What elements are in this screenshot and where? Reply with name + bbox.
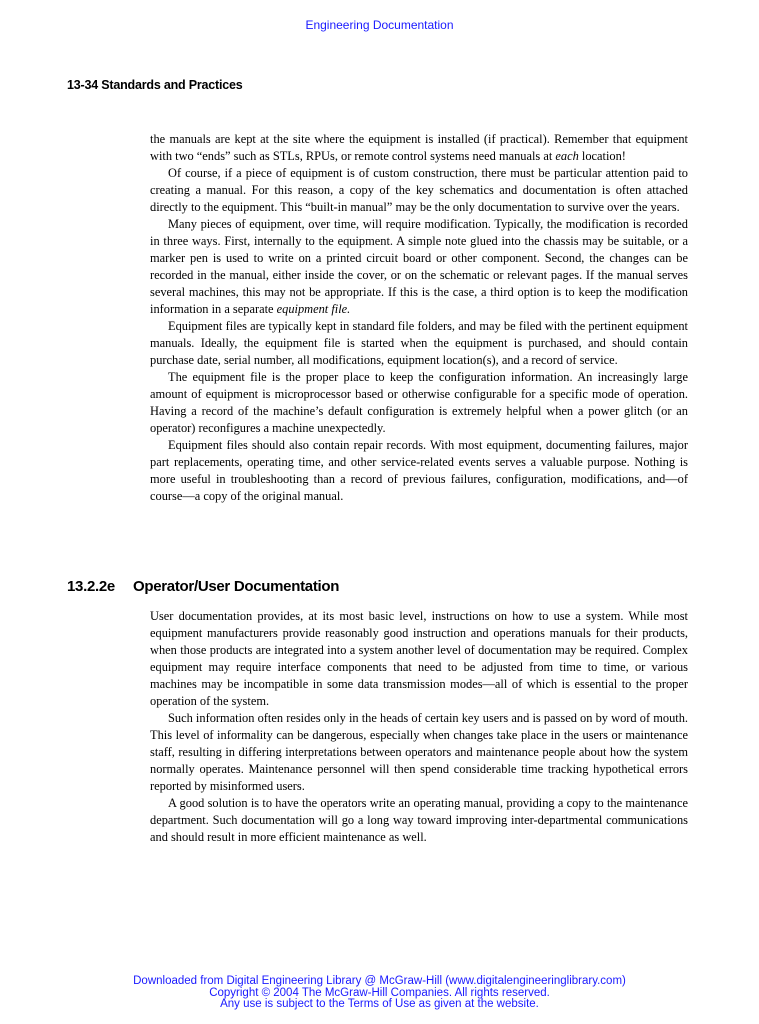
top-link[interactable]: Engineering Documentation xyxy=(305,18,454,32)
paragraph: User documentation provides, at its most basic level, instructions on how to use a system. While most equipment manufacturers provide reasonably good instruction and operations manuals for their products, when those products are integrated into a system another level of documentation may be required. Complex equipment may require interface components that need to be adjusted from time to time, or various machines may be incompatible in some data transmission modes—all of which is essential to the proper operation of the system. xyxy=(150,609,688,708)
paragraph-text: the manuals are kept at the site where the equipment is installed (if practical). Remember that equipment with two “ends” such as STLs, RPUs, or remote control systems need manuals at xyxy=(150,132,688,163)
section-body xyxy=(150,608,688,846)
emphasis: equipment file. xyxy=(276,302,351,316)
paragraph: The equipment file is the proper place to keep the configuration information. An increasingly large amount of equipment is microprocessor based or otherwise configurable for a specific mode of operation. Having a record of the machine’s default configuration is extremely helpful when a power glitch (or an operator) reconfigures a machine unexpectedly. xyxy=(150,370,688,435)
footer-line[interactable]: Any use is subject to the Terms of Use as given at the website. xyxy=(220,998,539,1010)
paragraph: A good solution is to have the operators write an operating manual, providing a copy to the maintenance department. Such documentation will go a long way toward improving inter-departmental communications and should result in more efficient maintenance as well. xyxy=(150,796,688,844)
paragraph: Such information often resides only in the heads of certain key users and is passed on by word of mouth. This level of informality can be dangerous, especially when changes take place in the users or maintenance staff, resulting in differing interpretations between operators and maintenance people about how the system normally operates. Maintenance personnel will then spend considerable time tracking hypothetical errors reported by misinformed users. xyxy=(150,711,688,793)
body-text-continued xyxy=(150,131,688,505)
section-title: Operator/User Documentation xyxy=(133,578,340,595)
footer-line[interactable]: Downloaded from Digital Engineering Library @ McGraw-Hill (www.digitalengineeringlibrary.com) xyxy=(133,975,626,987)
footer-notice[interactable] xyxy=(0,976,759,1011)
paragraph-text: Many pieces of equipment, over time, will require modification. Typically, the modification is recorded in three ways. First, internally to the equipment. A simple note glued into the chassis may be suitable, or a marker pen is used to write on a printed circuit board or other component. Second, the changes can be recorded in the manual, either inside the cover, or on the schematic or relevant pages. If the manual serves several machines, this may not be appropriate. If this is the case, a third option is to keep the modification information in a separate xyxy=(150,217,688,316)
footer-line: Copyright © 2004 The McGraw-Hill Companies. All rights reserved. xyxy=(209,986,550,999)
section-heading xyxy=(67,578,339,595)
section-number: 13.2.2e xyxy=(67,578,115,595)
paragraph-text: location! xyxy=(578,149,626,163)
running-head: 13-34 Standards and Practices xyxy=(67,78,243,92)
paragraph xyxy=(150,131,688,165)
paragraph xyxy=(150,216,688,318)
paragraph: Of course, if a piece of equipment is of custom construction, there must be particular attention paid to creating a manual. For this reason, a copy of the key schematics and documentation is often attached directly to the equipment. This “built-in manual” may be the only documentation to survive over the years. xyxy=(150,166,688,214)
emphasis: each xyxy=(555,149,579,163)
paragraph: Equipment files should also contain repair records. With most equipment, documenting failures, major part replacements, operating time, and other service-related events serves a valuable purpose. Nothing is more useful in troubleshooting than a record of previous failures, configuration, modifications, and—of course—a copy of the original manual. xyxy=(150,438,688,503)
paragraph: Equipment files are typically kept in standard file folders, and may be filed with the pertinent equipment manuals. Ideally, the equipment file is started when the equipment is purchased, and should contain purchase date, serial number, all modifications, equipment location(s), and a record of service. xyxy=(150,319,688,367)
